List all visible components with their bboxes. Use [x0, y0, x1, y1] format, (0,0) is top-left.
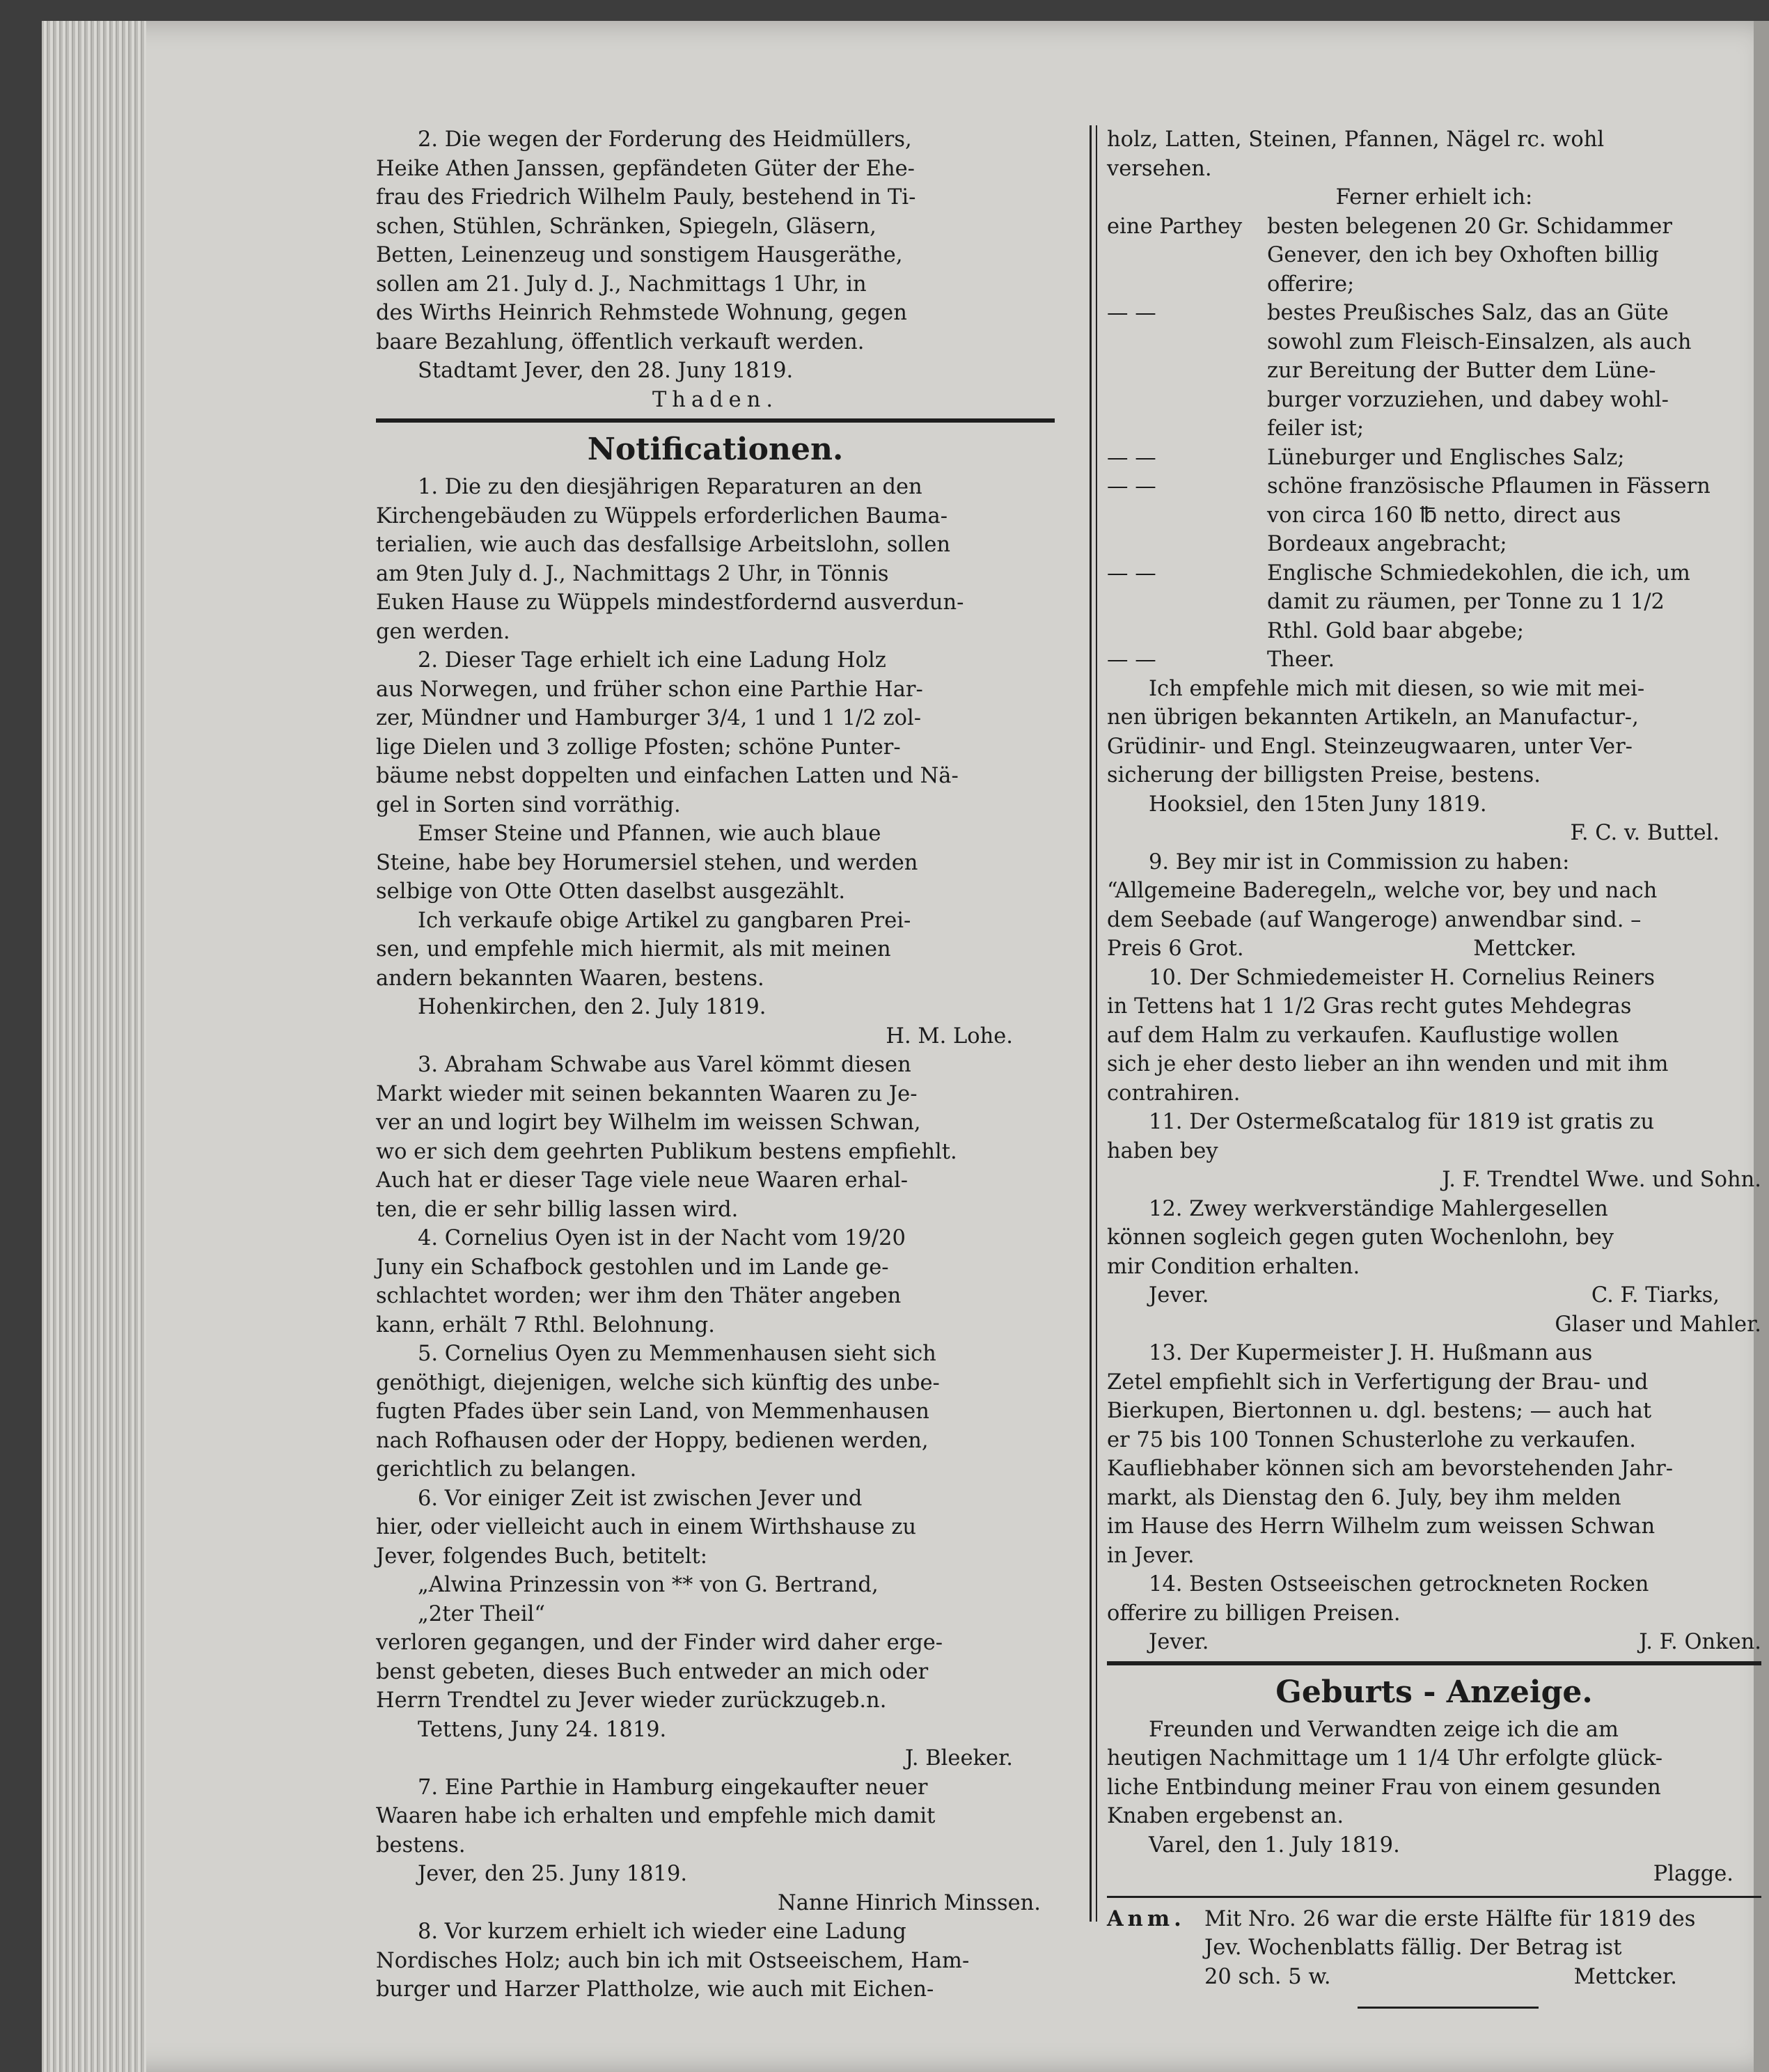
goods-label: — —: [1107, 445, 1156, 470]
text-line: 7. Eine Parthie in Hamburg eingekaufter neuer: [418, 1775, 928, 1800]
text-line: 4. Cornelius Oyen ist in der Nacht vom 19/20: [418, 1226, 906, 1250]
notice-14: [1107, 1570, 1761, 1657]
text-line: frau des Friedrich Wilhelm Pauly, bestehend in Ti-: [376, 185, 916, 210]
goods-label: eine Parthey: [1107, 214, 1243, 239]
signature-title: Glaser und Mahler.: [1555, 1312, 1761, 1337]
text-line: Juny ein Schafbock gestohlen und im Lande ge-: [376, 1255, 889, 1280]
text-line: Lüneburger und Englisches Salz;: [1267, 445, 1625, 470]
section-rule: [1107, 1661, 1761, 1665]
notice-4: [376, 1224, 1055, 1340]
text-line: Euken Hause zu Wüppels mindestfordernd ausverdun-: [376, 590, 964, 615]
right-column: [1107, 125, 1761, 2009]
text-line: lige Dielen und 3 zollige Pfosten; schöne Punter-: [376, 735, 901, 760]
text-line: dem Seebade (auf Wangeroge) anwendbar sind. –: [1107, 907, 1642, 932]
text-line: Freunden und Verwandten zeige ich die am: [1149, 1717, 1619, 1742]
notice-9: [1107, 848, 1761, 964]
section-title: Notificationen.: [587, 432, 844, 467]
signature: Nanne Hinrich Minssen.: [778, 1890, 1041, 1915]
closing-rule: [1358, 2007, 1539, 2009]
goods-item: [1107, 212, 1761, 299]
text-line: fugten Pfades über sein Land, von Memmenhausen: [376, 1399, 929, 1424]
text-line: 14. Besten Ostseeischen getrockneten Rocken: [1149, 1572, 1649, 1596]
text-line: bestes Preußisches Salz, das an Güte: [1267, 301, 1669, 325]
notice-3: [376, 1051, 1055, 1224]
goods-text: [1267, 559, 1761, 646]
text-line: bestens.: [376, 1832, 466, 1858]
signature-row: [1107, 1628, 1761, 1657]
footnote-key: Anm.: [1107, 1906, 1186, 1931]
section-rule: [376, 418, 1055, 423]
column-divider: [1090, 125, 1097, 1922]
notice-1: [376, 473, 1055, 646]
place: Jever.: [1149, 1283, 1209, 1308]
text-line: 1. Die zu den diesjährigen Reparaturen an den: [418, 475, 922, 499]
notice-5: [376, 1340, 1055, 1484]
left-column: [376, 125, 1055, 2004]
text-line: zur Bereitung der Butter dem Lüne-: [1267, 359, 1656, 383]
text-line: 12. Zwey werkverständige Mahlergesellen: [1149, 1196, 1608, 1221]
text-line: Jever, folgendes Buch, betitelt:: [376, 1544, 708, 1569]
page-stack-edge: [42, 21, 146, 2072]
text-line: Preis 6 Grot. Mettcker.: [1107, 936, 1577, 961]
text-line: baare Bezahlung, öffentlich verkauft werden.: [376, 329, 865, 354]
goods-label: — —: [1107, 648, 1156, 672]
text-line: sen, und empfehle mich hiermit, als mit meinen: [376, 937, 891, 962]
notice-8: [376, 1917, 1055, 2004]
text-line: gel in Sorten sind vorräthig.: [376, 792, 681, 817]
text-line: Ferner erhielt ich:: [1335, 185, 1533, 210]
signature: F. C. v. Buttel.: [1570, 821, 1720, 845]
text-line: Zetel empfiehlt sich in Verfertigung der Brau- und: [1107, 1369, 1649, 1395]
text-line: 9. Bey mir ist in Commission zu haben:: [1149, 849, 1570, 874]
text-line: von circa 160 ℔ netto, direct aus: [1267, 503, 1621, 528]
text-line: “Allgemeine Baderegeln„ welche vor, bey und nach: [1107, 879, 1658, 903]
text-line: am 9ten July d. J., Nachmittags 2 Uhr, in Tönnis: [376, 561, 889, 586]
text-line: kann, erhält 7 Rthl. Belohnung.: [376, 1312, 715, 1337]
signature: H. M. Lohe.: [886, 1023, 1013, 1049]
notice-12: [1107, 1195, 1761, 1340]
text-line: bäume nebst doppelten und einfachen Latten und Nä-: [376, 764, 959, 788]
text-line: heutigen Nachmittage um 1 1/4 Uhr erfolgte glück-: [1107, 1746, 1663, 1771]
text-line: Kaufliebhaber können sich am bevorstehenden Jahr-: [1107, 1457, 1674, 1481]
text-line: Mit Nro. 26 war die erste Hälfte für 1819 des: [1204, 1906, 1696, 1931]
text-line: Heike Athen Janssen, gepfändeten Güter der Ehe-: [376, 156, 915, 181]
text-line: genöthigt, diejenigen, welche sich künftig des unbe-: [376, 1370, 940, 1395]
text-line: ten, die er sehr billig lassen wird.: [376, 1197, 739, 1222]
text-line: haben bey: [1107, 1138, 1218, 1163]
notice-8-continued: [1107, 125, 1761, 848]
text-line: Markt wieder mit seinen bekannten Waaren zu Je-: [376, 1081, 918, 1106]
text-line: liche Entbindung meiner Frau von einem gesunden: [1107, 1775, 1661, 1800]
place-date: Hooksiel, den 15ten Juny 1819.: [1149, 792, 1487, 817]
text-line: in Tettens hat 1 1/2 Gras recht gutes Mehdegras: [1107, 994, 1632, 1019]
goods-item: [1107, 559, 1761, 646]
signature: C. F. Tiarks,: [1591, 1283, 1720, 1308]
text-line: 2. Dieser Tage erhielt ich eine Ladung Holz: [418, 648, 886, 673]
goods-label: — —: [1107, 301, 1156, 325]
text-line: Kirchengebäuden zu Wüppels erforderlichen Bauma-: [376, 503, 948, 528]
text-line: sich je eher desto lieber an ihn wenden und mit ihm: [1107, 1052, 1669, 1076]
goods-item: [1107, 299, 1761, 444]
text-line: Bierkupen, Biertonnen u. dgl. bestens; — auch hat: [1107, 1399, 1652, 1423]
text-line: des Wirths Heinrich Rehmstede Wohnung, gegen: [376, 301, 907, 325]
signature: J. F. Onken.: [1639, 1630, 1761, 1654]
text-line: nen übrigen bekannten Artikeln, an Manufactur-,: [1107, 705, 1639, 730]
signature: J. Bleeker.: [905, 1746, 1013, 1771]
text-line: 11. Der Ostermeßcatalog für 1819 ist gratis zu: [1149, 1110, 1655, 1134]
text-line: 10. Der Schmiedemeister H. Cornelius Reiners: [1149, 965, 1656, 990]
text-line: 2. Die wegen der Forderung des Heidmüllers,: [418, 127, 912, 152]
text-line: Rthl. Gold baar abgebe;: [1267, 618, 1525, 643]
text-line: sowohl zum Fleisch-Einsalzen, als auch: [1267, 329, 1692, 354]
footnote: [1107, 1905, 1761, 1992]
notice-6: [376, 1484, 1055, 1773]
text-line: benst gebeten, dieses Buch entweder an mich oder: [376, 1659, 929, 1684]
text-line: schöne französische Pflaumen in Fässern: [1267, 474, 1711, 499]
goods-text: [1267, 212, 1761, 299]
text-line: 3. Abraham Schwabe aus Varel kömmt diesen: [418, 1053, 911, 1077]
notice-stadtamt-item2: [376, 125, 1055, 414]
text-line: terialien, wie auch das desfallsige Arbeitslohn, sollen: [376, 533, 951, 557]
text-line: 20 sch. 5 w. Mettcker.: [1204, 1964, 1677, 1989]
notice-7: [376, 1773, 1055, 1918]
book-title-line: „2ter Theil“: [418, 1601, 545, 1626]
signature-row: [1107, 1281, 1761, 1310]
text-line: besten belegenen 20 Gr. Schidammer: [1267, 214, 1672, 239]
place: Jever.: [1149, 1630, 1209, 1654]
notice-10: [1107, 964, 1761, 1108]
text-line: Herrn Trendtel zu Jever wieder zurückzugeb.n.: [376, 1688, 887, 1713]
notice-11: [1107, 1108, 1761, 1195]
text-line: Emser Steine und Pfannen, wie auch blaue: [418, 822, 881, 846]
text-line: 5. Cornelius Oyen zu Memmenhausen sieht sich: [418, 1342, 936, 1366]
text-line: Ich verkaufe obige Artikel zu gangbaren Prei-: [418, 908, 911, 933]
place-date: Varel, den 1. July 1819.: [1149, 1832, 1400, 1858]
text-line: Knaben ergebenst an.: [1107, 1804, 1344, 1828]
place-date: Tettens, Juny 24. 1819.: [418, 1717, 667, 1742]
text-line: holz, Latten, Steinen, Pfannen, Nägel rc. wohl: [1107, 127, 1605, 152]
goods-text: [1267, 472, 1761, 559]
goods-label: — —: [1107, 560, 1156, 586]
text-line: burger und Harzer Plattholze, wie auch mit Eichen-: [376, 1977, 934, 2002]
goods-text: [1267, 444, 1761, 473]
text-line: ver an und logirt bey Wilhelm im weissen Schwan,: [376, 1110, 921, 1135]
goods-item: [1107, 645, 1761, 675]
footnote-text: [1204, 1905, 1695, 1992]
text-line: offerire zu billigen Preisen.: [1107, 1601, 1401, 1626]
place-date: Hohenkirchen, den 2. July 1819.: [418, 995, 766, 1019]
text-line: Englische Schmiedekohlen, die ich, um: [1267, 560, 1690, 586]
birth-announcement-title: Geburts - Anzeige.: [1275, 1674, 1593, 1710]
text-line: 13. Der Kupermeister J. H. Hußmann aus: [1149, 1341, 1593, 1365]
place-date: Stadtamt Jever, den 28. Juny 1819.: [418, 359, 794, 383]
text-line: 6. Vor einiger Zeit ist zwischen Jever und: [418, 1486, 863, 1511]
signature: Plagge.: [1653, 1862, 1733, 1886]
text-line: schlachtet worden; wer ihm den Thäter angeben: [376, 1284, 902, 1308]
text-line: auf dem Halm zu verkaufen. Kauflustige wollen: [1107, 1023, 1619, 1048]
text-line: Jev. Wochenblatts fällig. Der Betrag ist: [1204, 1936, 1622, 1960]
text-line: gerichtlich zu belangen.: [376, 1457, 637, 1482]
goods-text: [1267, 645, 1761, 675]
text-line: im Hause des Herrn Wilhelm zum weissen Schwan: [1107, 1514, 1656, 1539]
text-line: offerire;: [1267, 272, 1355, 297]
text-line: 8. Vor kurzem erhielt ich wieder eine Ladung: [418, 1920, 906, 1944]
text-line: feiler ist;: [1267, 416, 1365, 441]
text-line: contrahiren.: [1107, 1081, 1241, 1106]
goods-item: [1107, 472, 1761, 559]
text-line: Steine, habe bey Horumersiel stehen, und werden: [376, 850, 918, 875]
text-line: hier, oder vielleicht auch in einem Wirthshause zu: [376, 1515, 917, 1539]
footnote-rule: [1107, 1896, 1761, 1898]
text-line: mir Condition erhalten.: [1107, 1254, 1360, 1279]
text-line: Waaren habe ich erhalten und empfehle mich damit: [376, 1804, 936, 1828]
text-line: Theer.: [1267, 648, 1335, 672]
text-line: gen werden.: [376, 619, 510, 644]
text-line: Grüdinir- und Engl. Steinzeugwaaren, unter Ver-: [1107, 734, 1633, 759]
place-date: Jever, den 25. Juny 1819.: [418, 1862, 688, 1886]
signature: Thaden.: [652, 387, 779, 412]
text-line: schen, Stühlen, Schränken, Spiegeln, Gläsern,: [376, 214, 876, 239]
goods-text: [1267, 299, 1761, 444]
text-line: können sogleich gegen guten Wochenlohn, bey: [1107, 1225, 1614, 1250]
text-line: verloren gegangen, und der Finder wird daher erge-: [376, 1631, 943, 1655]
text-line: Auch hat er dieser Tage viele neue Waaren erhal-: [376, 1168, 909, 1193]
text-line: sicherung der billigsten Preise, bestens.: [1107, 763, 1541, 787]
text-line: Genever, den ich bey Oxhoften billig: [1267, 243, 1659, 267]
text-line: damit zu räumen, per Tonne zu 1 1/2: [1267, 590, 1665, 614]
text-line: aus Norwegen, und früher schon eine Parthie Har-: [376, 677, 923, 702]
book-title-line: „Alwina Prinzessin von ** von G. Bertrand,: [418, 1573, 879, 1597]
text-line: selbige von Otte Otten daselbst ausgezählt.: [376, 879, 846, 904]
text-line: in Jever.: [1107, 1543, 1195, 1568]
goods-item: [1107, 444, 1761, 473]
birth-announcement: [1107, 1716, 1761, 1889]
goods-label: — —: [1107, 474, 1156, 499]
text-line: Nordisches Holz; auch bin ich mit Ostseeischem, Ham-: [376, 1948, 970, 1973]
text-line: andern bekannten Waaren, bestens.: [376, 966, 764, 991]
text-line: burger vorzuziehen, und dabey wohl-: [1267, 387, 1669, 412]
text-line: wo er sich dem geehrten Publikum bestens empfiehlt.: [376, 1139, 957, 1164]
text-line: er 75 bis 100 Tonnen Schusterlohe zu verkaufen.: [1107, 1427, 1636, 1452]
signature: J. F. Trendtel Wwe. und Sohn.: [1442, 1168, 1761, 1192]
text-line: Ich empfehle mich mit diesen, so wie mit mei-: [1149, 676, 1645, 701]
text-line: Bordeaux angebracht;: [1267, 532, 1507, 556]
text-line: markt, als Dienstag den 6. July, bey ihm melden: [1107, 1485, 1621, 1510]
text-line: sollen am 21. July d. J., Nachmittags 1 Uhr, in: [376, 272, 867, 297]
notice-13: [1107, 1339, 1761, 1570]
text-line: Betten, Leinenzeug und sonstigem Hausgeräthe,: [376, 243, 903, 267]
notice-2: [376, 646, 1055, 1051]
text-line: nach Rofhausen oder der Hoppy, bedienen werden,: [376, 1428, 929, 1453]
text-line: versehen.: [1107, 156, 1212, 181]
text-line: zer, Mündner und Hamburger 3/4, 1 und 1 1/2 zol-: [376, 706, 922, 730]
